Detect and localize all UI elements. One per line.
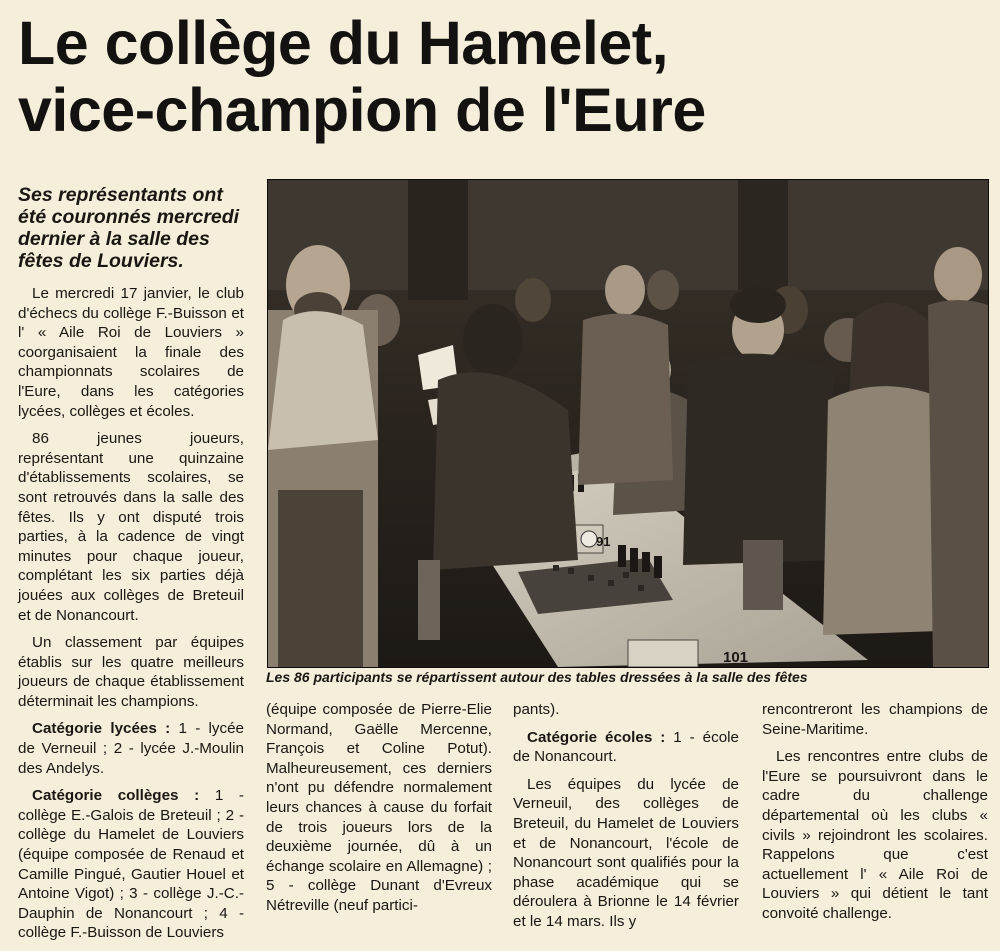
paragraph-text: 1 - lycée de Verneuil ; 2 - lycée J.-Moulin des Andelys. <box>18 720 244 777</box>
paragraph: (équipe composée de Pierre-Elie Normand, Gaëlle Mercenne, François et Coline Potut). Malheureusement, ces derniers n'ont pu défendre normalement leurs chances à cause du forfait de trois joueurs lors de la deuxième journée, dû à un échange scolaire en Allemagne) ; 5 - collège Dunant d'Evreux Nétreville (neuf partici- <box>266 701 492 914</box>
paragraph <box>18 786 244 943</box>
headline <box>18 10 978 144</box>
paragraph: Les rencontres entre clubs de l'Eure se poursuivront dans le cadre du challenge départemental où les clubs « civils » rejoindront les scolaires. Rappelons que c'est actuellement l' « Aile Roi de Louviers » qui détient le tant convoité challenge. <box>762 748 988 922</box>
headline-line-2: vice-champion de l'Eure <box>18 76 706 144</box>
text-column-1 <box>18 284 244 951</box>
lede: Ses représentants ont été couronnés mercredi dernier à la salle des fêtes de Louviers. <box>18 184 240 272</box>
paragraph <box>513 728 739 767</box>
paragraph: rencontreront les champions de Seine-Maritime. <box>762 701 988 738</box>
headline-line-1: Le collège du Hamelet, <box>18 9 669 77</box>
paragraph-text: 1 - collège E.-Galois de Breteuil ; 2 - collège du Hamelet de Louviers (équipe composée de Renaud et Camille Pingué, Gautier Houel et Antoine Vigot) ; 3 - collège J.-C.-Dauphin de Nonancourt ; 4 - collège F.-Buisson de Louviers <box>18 787 244 942</box>
paragraph <box>18 719 244 778</box>
text-column-2 <box>266 700 492 924</box>
clock-number-1: 91 <box>596 534 611 549</box>
photo-caption: Les 86 participants se répartissent autour des tables dressées à la salle des fêtes <box>266 669 808 685</box>
text-column-4 <box>762 700 988 932</box>
text-column-3 <box>513 700 739 940</box>
category-label: Catégorie lycées : <box>32 720 171 738</box>
clock-number-2: 101 <box>723 649 749 666</box>
paragraph: 86 jeunes joueurs, représentant une quinzaine d'établissements scolaires, se sont retrouvés dans la salle des fêtes. Ils y ont disputé trois parties, à la cadence de vingt minutes pour chaque joueur, complétant les six parties déjà jouées aux collèges de Breteuil et de Nonancourt. <box>18 430 244 624</box>
paragraph-text: 1 - école de Nonancourt. <box>513 728 739 766</box>
chess-tournament-photo <box>268 180 988 667</box>
article-photo <box>267 179 989 668</box>
category-label: Catégorie écoles : <box>527 728 666 746</box>
paragraph: Les équipes du lycée de Verneuil, des collèges de Breteuil, du Hamelet de Louviers et de Nonancourt, l'école de Nonancourt sont qualifiés pour la phase académique qui se déroulera à Brionne le 14 février et le 14 mars. Ils y <box>513 775 739 930</box>
category-label: Catégorie collèges : <box>32 787 200 805</box>
paragraph: Un classement par équipes établis sur les quatre meilleurs joueurs de chaque établissement déterminait les champions. <box>18 634 244 710</box>
paragraph: pants). <box>513 701 560 718</box>
paragraph: Le mercredi 17 janvier, le club d'échecs du collège F.-Buisson et l' « Aile Roi de Louviers » coorganisaient la finale des championnats scolaires de l'Eure, dans les catégories lycées, collèges et écoles. <box>18 285 244 420</box>
